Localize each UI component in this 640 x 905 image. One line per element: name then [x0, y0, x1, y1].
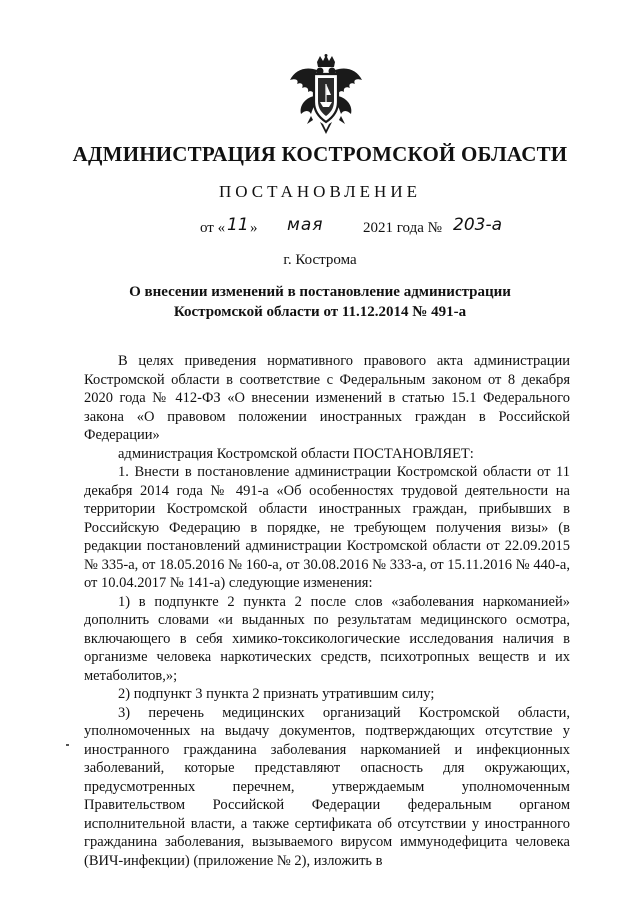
document-subject: [120, 282, 520, 322]
date-line: [200, 214, 580, 242]
paragraph-resolves: администрация Костромской области ПОСТАНОВЛЯЕТ:: [118, 445, 474, 462]
date-day-close: »: [250, 220, 258, 236]
date-month: мая: [287, 215, 324, 235]
paragraph-subitem-3: 3) перечень медицинских организаций Костромской области, уполномоченных на выдачу документов, подтверждающих отсутствие у иностранного гражданина заболевания наркоманией и инфекционных заболеваний, которые представляют опасность для окружающих, предусмотренных перечнем, утверждаемым уполномоченным Правительством Российской Федерации федеральным органом исполнительной власти, а также сертификата об отсутствии у иностранного гражданина заболевания, вызываемого вирусом иммунодефицита человека (ВИЧ-инфекции) (приложение № 2), изложить в: [84, 704, 570, 869]
coat-of-arms-icon: [287, 54, 365, 140]
paragraph-subitem-2: 2) подпункт 3 пункта 2 признать утратившим силу;: [118, 686, 435, 702]
date-prefix: от «: [200, 220, 226, 236]
date-day: 11: [227, 215, 249, 235]
organization-title: АДМИНИСТРАЦИЯ КОСТРОМСКОЙ ОБЛАСТИ: [72, 142, 568, 166]
subject-line-2: Костромской области от 11.12.2014 № 491-а: [173, 304, 467, 320]
subject-line-1: О внесении изменений в постановление администрации: [129, 284, 511, 300]
scan-artifact: [66, 744, 69, 746]
paragraph-preamble: В целях приведения нормативного правового акта администрации Костромской области в соответствие с Федеральным законом от 8 декабря 2020 года № 412-ФЗ «О внесении изменений в статью 15.1 Федерального закона «О правовом положении иностранных граждан в Российской Федерации»: [84, 353, 570, 443]
document-type: ПОСТАНОВЛЕНИЕ: [218, 182, 421, 201]
paragraph-subitem-1: 1) в подпункте 2 пункта 2 после слов «заболевания наркоманией» дополнить словами «и выданных по результатам медицинского осмотра, включающего в себя химико-токсикологические исследования наличия в организме человека наркотических средств, психотропных веществ и их метаболитов,»;: [84, 593, 570, 684]
date-year: 2021 года №: [363, 220, 442, 236]
document-body: [84, 352, 570, 870]
document-number: 203-а: [453, 215, 502, 235]
city: г. Кострома: [283, 252, 357, 268]
paragraph-item-1: 1. Внести в постановление администрации Костромской области от 11 декабря 2014 года № 491-а «Об особенностях трудовой деятельности на территории Костромской области иностранных граждан, прибывших в Российскую Федерацию в порядке, не требующем получения визы» (в редакции постановлений администрации Костромской области от 22.09.2015 № 335-а, от 18.05.2016 № 160-а, от 30.08.2016 № 333-а, от 15.11.2016 № 440-а, от 10.04.2017 № 141-а) следующие изменения:: [84, 464, 570, 591]
